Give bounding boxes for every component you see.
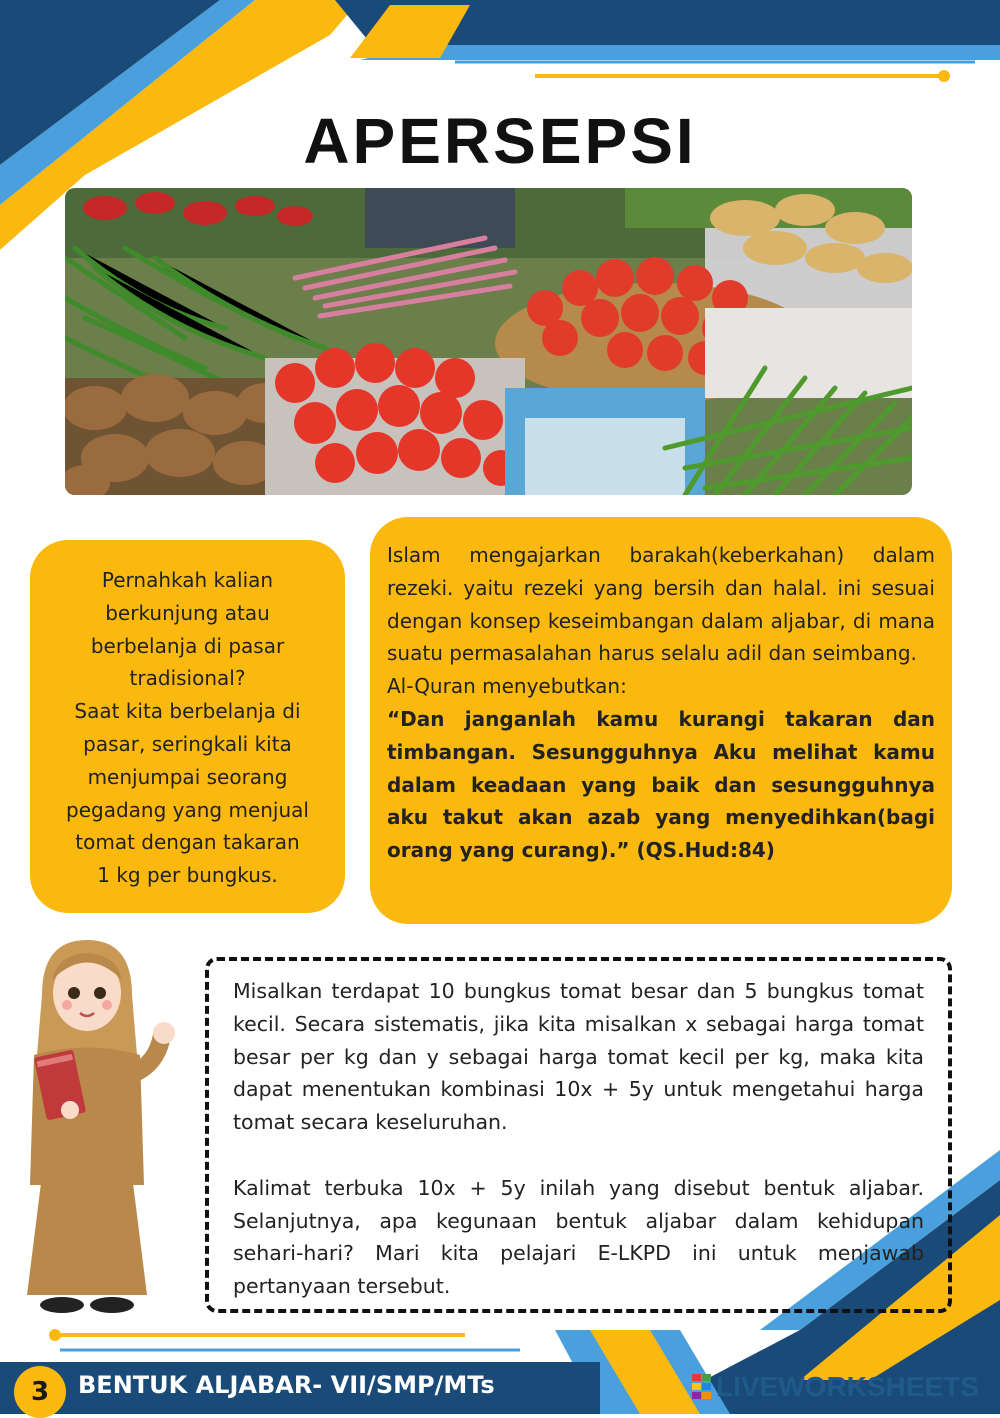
- footer-label: BENTUK ALJABAR- VII/SMP/MTs: [78, 1371, 495, 1399]
- page-number: 3: [14, 1366, 66, 1418]
- intro-line: menjumpai seorang: [87, 764, 288, 789]
- intro-line: berbelanja di pasar: [90, 633, 285, 658]
- example-paragraph-1: Misalkan terdapat 10 bungkus tomat besar dan 5 bungkus tomat kecil. Secara sistematis, jika kita misalkan x sebagai harga tomat besar per kg dan y sebagai harga tomat kecil per kg, maka kita dapat menentukan kombinasi 10x + 5y untuk mengetahui harga tomat secara keseluruhan.: [233, 979, 924, 1135]
- islam-barakah-box: [370, 517, 952, 924]
- page-title: APERSEPSI: [303, 105, 697, 177]
- intro-line: pegadang yang menjual: [66, 797, 309, 822]
- example-paragraph-2: Kalimat terbuka 10x + 5y inilah yang disebut bentuk aljabar. Selanjutnya, apa kegunaan bentuk aljabar dalam kehidupan sehari-hari? Mari kita pelajari E-LKPD ini untuk menjawab pertanyaan tersebut.: [233, 1175, 924, 1299]
- intro-line: Pernahkah kalian: [101, 568, 274, 592]
- teacher-illustration: [12, 935, 182, 1320]
- intro-line: tomat dengan takaran: [75, 830, 300, 855]
- intro-line: pasar, seringkali kita: [83, 731, 292, 756]
- algebra-example-box: [205, 957, 952, 1313]
- liveworksheets-logo-icon: [692, 1374, 712, 1400]
- islam-paragraph: Islam mengajarkan barakah(keberkahan) dalam rezeki. yaitu rezeki yang bersih dan halal. ini sesuai dengan konsep keseimbangan dalam aljabar, di mana suatu permasalahan harus selalu adil dan seimbang.: [387, 543, 935, 666]
- watermark-text: LIVEWORKSHEETS: [716, 1371, 979, 1402]
- intro-question-box: [30, 540, 345, 913]
- quran-lead: Al-Quran menyebutkan:: [387, 674, 627, 699]
- intro-line: Saat kita berbelanja di: [74, 699, 301, 724]
- intro-line: berkunjung atau: [105, 600, 270, 625]
- quran-quote: “Dan janganlah kamu kurangi takaran dan timbangan. Sesungguhnya Aku melihat kamu dalam keadaan yang baik dan sesungguhnya aku takut akan azab yang menyedihkan(bagi orang yang curang).” (QS.Hud:84): [387, 706, 935, 863]
- vegetable-market-photo: [65, 188, 912, 495]
- intro-line: tradisional?: [129, 666, 246, 691]
- intro-line: 1 kg per bungkus.: [97, 863, 278, 888]
